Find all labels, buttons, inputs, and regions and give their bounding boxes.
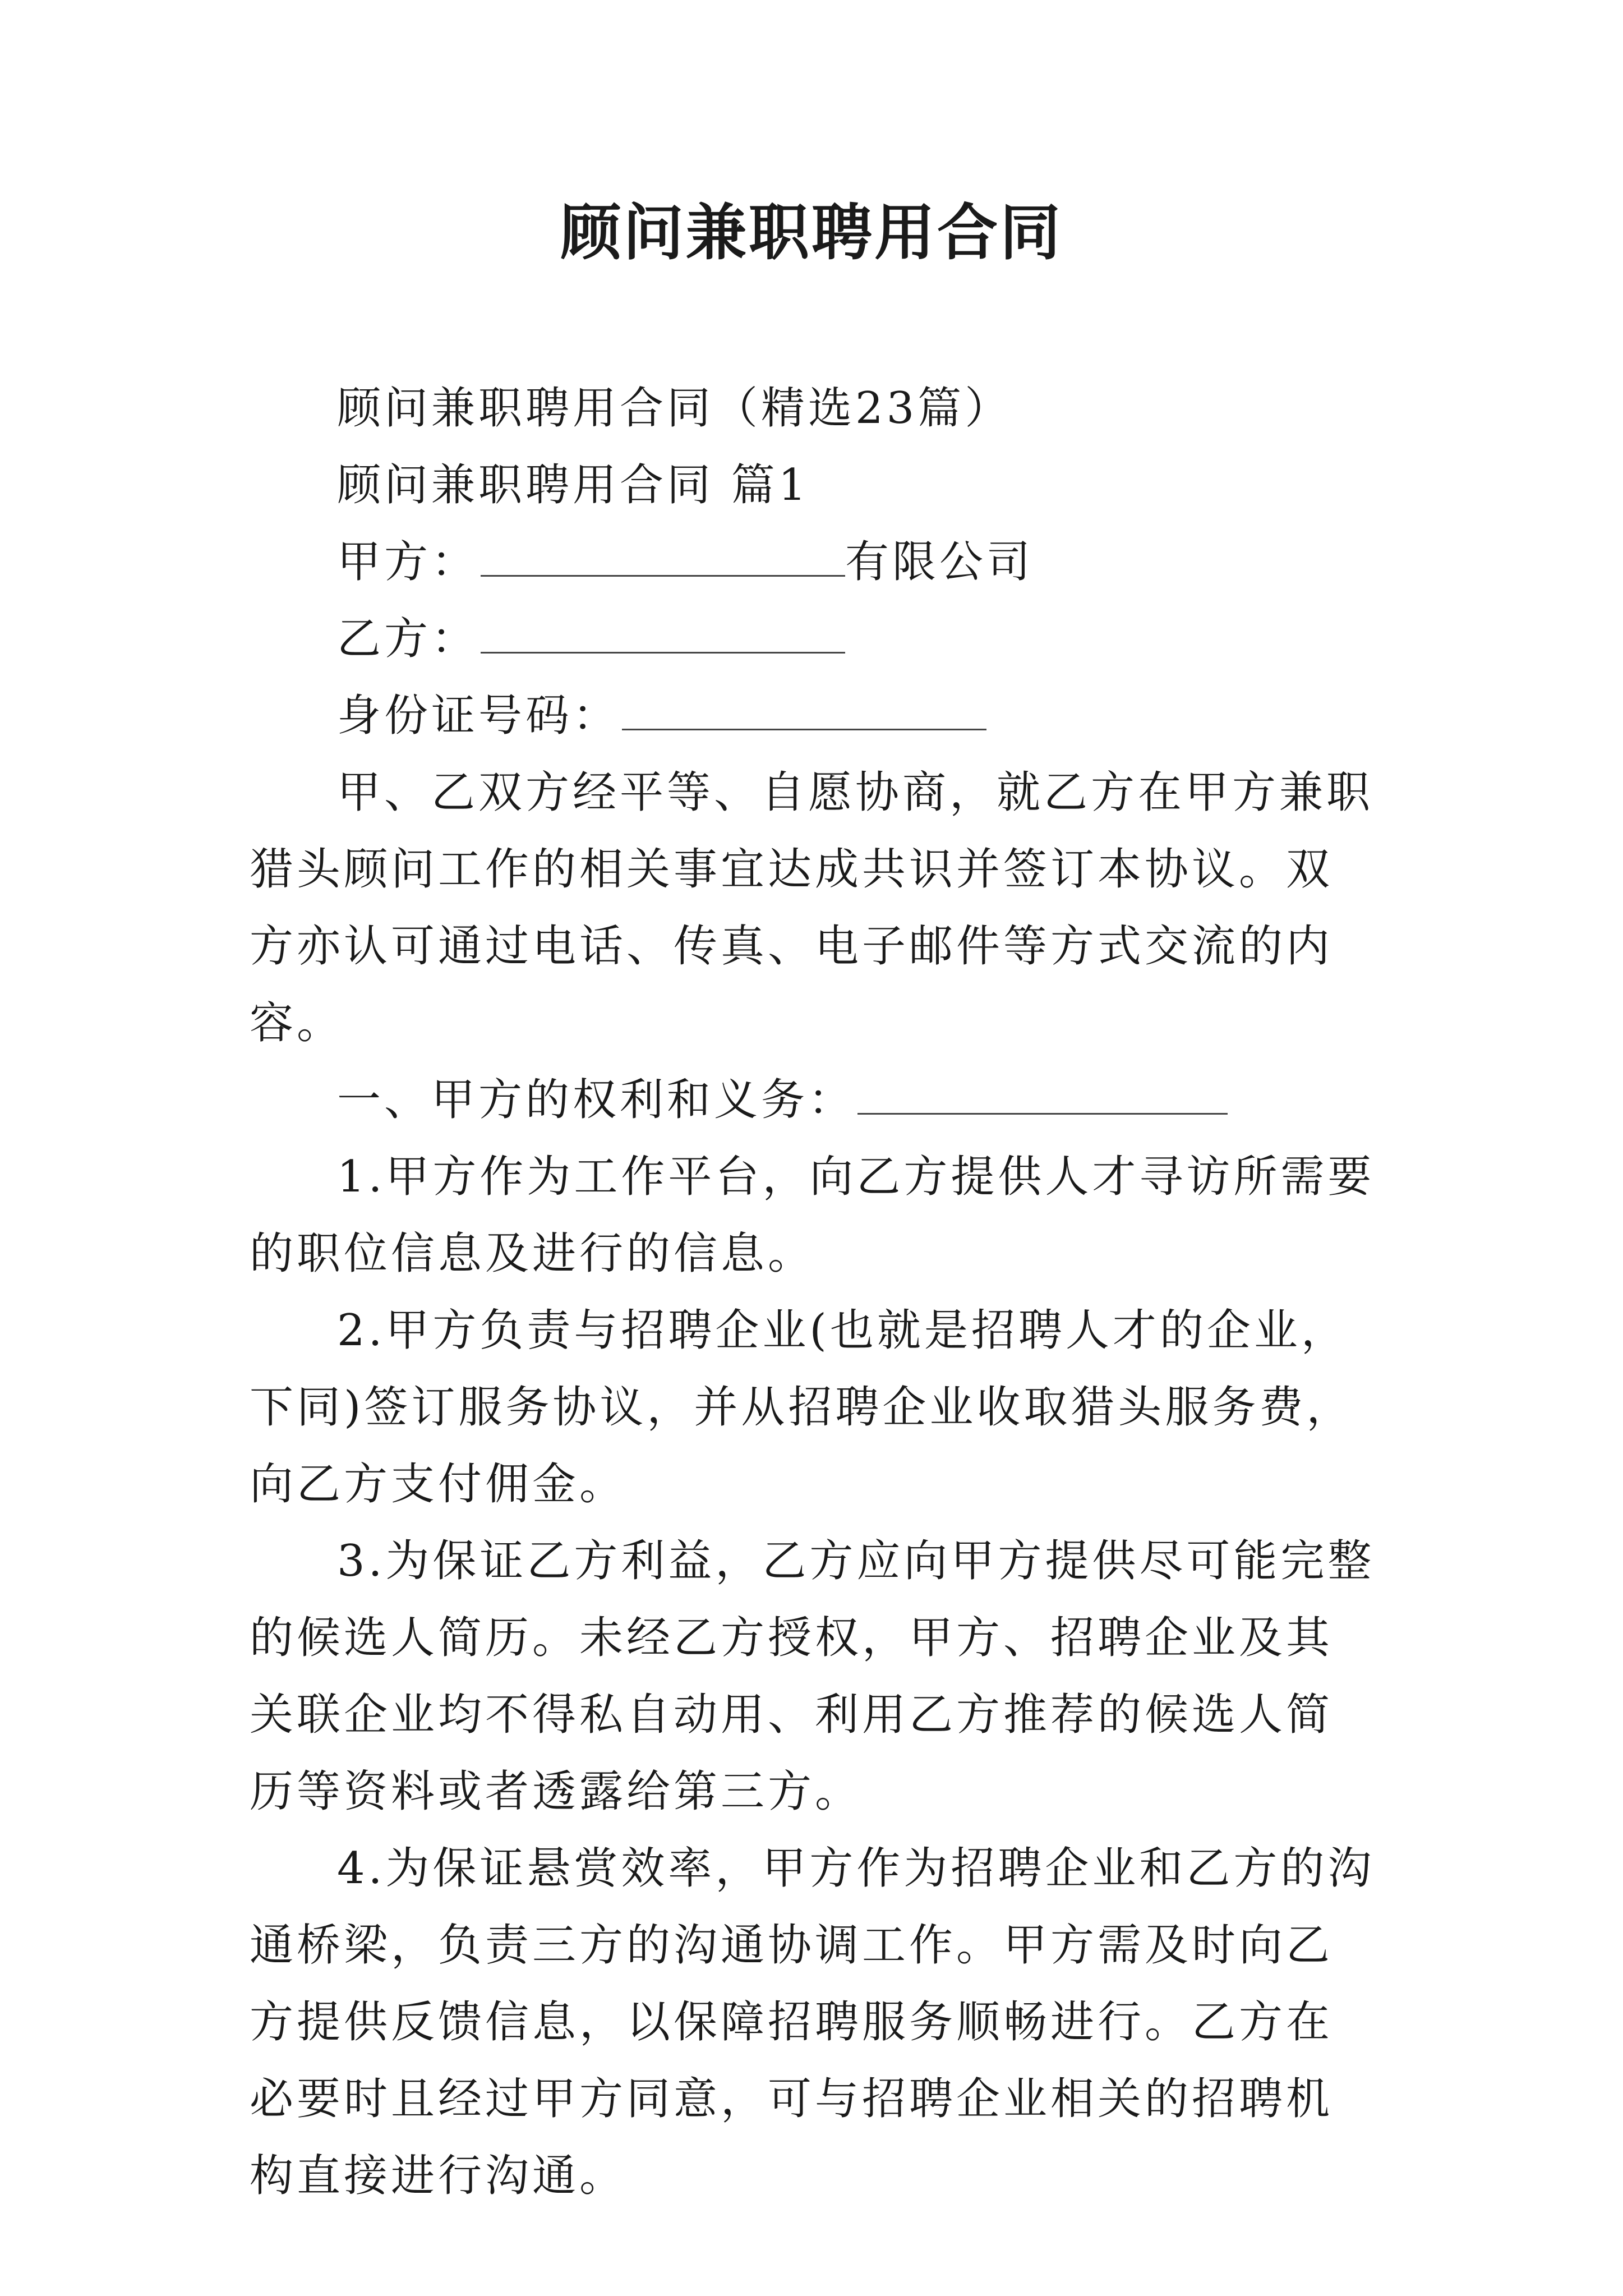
id-blank [622, 688, 986, 730]
id-label: 身份证号码： [337, 691, 620, 741]
rights-heading: 一、甲方的权利和义务： [337, 1075, 856, 1125]
document-body [250, 370, 1377, 2215]
clause-3: 3.为保证乙方利益，乙方应向甲方提供尽可能完整的候选人简历。未经乙方授权，甲方、招聘企业及其关联企业均不得私自动用、利用乙方推荐的候选人简历等资料或者透露给第三方。 [250, 1536, 1375, 1817]
section-heading: 顾问兼职聘用合同 篇1 [337, 460, 810, 510]
document-title: 顾问兼职聘用合同 [560, 197, 1063, 268]
clause-2: 2.甲方负责与招聘企业(也就是招聘人才的企业，下同)签订服务协议，并从招聘企业收取猎头服务费，向乙方支付佣金。 [250, 1305, 1354, 1510]
intro-paragraph: 甲、乙双方经平等、自愿协商，就乙方在甲方兼职猎头顾问工作的相关事宜达成共识并签订本协议。双方亦认可通过电话、传真、电子邮件等方式交流的内容。 [250, 767, 1374, 1048]
party-b-label: 乙方： [337, 614, 479, 664]
subtitle: 顾问兼职聘用合同（精选23篇） [337, 383, 1012, 434]
party-b-blank [481, 611, 845, 654]
rights-blank [857, 1073, 1228, 1115]
clause-4: 4.为保证悬赏效率，甲方作为招聘企业和乙方的沟通桥梁，负责三方的沟通协调工作。甲方需及时向乙方提供反馈信息，以保障招聘服务顺畅进行。乙方在必要时且经过甲方同意，可与招聘企业相关的招聘机构直接进行沟通。 [250, 1843, 1375, 2201]
party-a-suffix: 有限公司 [845, 537, 1034, 587]
id-line [250, 678, 1377, 754]
party-a-blank [481, 535, 845, 577]
rights-heading-line [250, 1062, 1377, 1139]
party-a-line [250, 524, 1377, 601]
party-a-label: 甲方： [337, 537, 479, 587]
party-b-line [250, 601, 1377, 678]
clause-1: 1.甲方作为工作平台，向乙方提供人才寻访所需要的职位信息及进行的信息。 [250, 1152, 1375, 1279]
